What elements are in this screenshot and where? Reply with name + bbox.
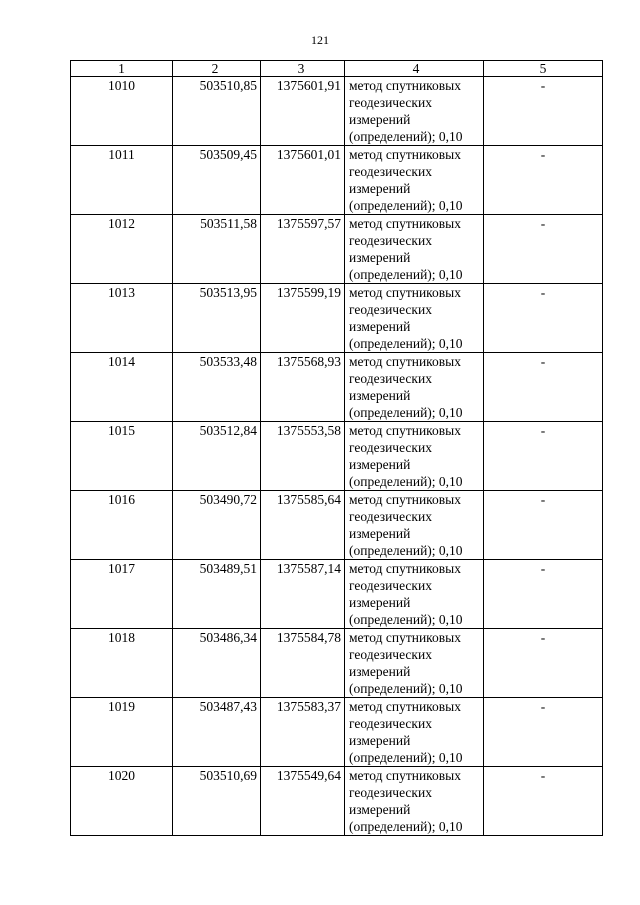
x-coordinate-cell: 503513,95 <box>173 284 261 353</box>
note-cell: - <box>484 77 603 146</box>
method-cell: метод спутниковых геодезических измерений (определений); 0,10 <box>345 215 484 284</box>
method-cell: метод спутниковых геодезических измерений (определений); 0,10 <box>345 767 484 836</box>
note-cell: - <box>484 284 603 353</box>
point-number-cell: 1017 <box>71 560 173 629</box>
x-coordinate-cell: 503511,58 <box>173 215 261 284</box>
point-number-cell: 1014 <box>71 353 173 422</box>
method-cell: метод спутниковых геодезических измерений (определений); 0,10 <box>345 560 484 629</box>
x-coordinate-cell: 503510,85 <box>173 77 261 146</box>
table-row <box>71 698 603 767</box>
table-row <box>71 215 603 284</box>
method-cell: метод спутниковых геодезических измерений (определений); 0,10 <box>345 422 484 491</box>
x-coordinate-cell: 503487,43 <box>173 698 261 767</box>
method-cell: метод спутниковых геодезических измерений (определений); 0,10 <box>345 629 484 698</box>
y-coordinate-cell: 1375599,19 <box>261 284 345 353</box>
column-header-3: 3 <box>261 61 345 77</box>
y-coordinate-cell: 1375549,64 <box>261 767 345 836</box>
x-coordinate-cell: 503510,69 <box>173 767 261 836</box>
method-cell: метод спутниковых геодезических измерений (определений); 0,10 <box>345 353 484 422</box>
x-coordinate-cell: 503486,34 <box>173 629 261 698</box>
coordinates-table <box>70 60 603 836</box>
table-row <box>71 353 603 422</box>
point-number-cell: 1015 <box>71 422 173 491</box>
point-number-cell: 1018 <box>71 629 173 698</box>
y-coordinate-cell: 1375553,58 <box>261 422 345 491</box>
method-cell: метод спутниковых геодезических измерений (определений); 0,10 <box>345 146 484 215</box>
column-header-2: 2 <box>173 61 261 77</box>
note-cell: - <box>484 353 603 422</box>
y-coordinate-cell: 1375568,93 <box>261 353 345 422</box>
point-number-cell: 1019 <box>71 698 173 767</box>
x-coordinate-cell: 503533,48 <box>173 353 261 422</box>
column-header-1: 1 <box>71 61 173 77</box>
note-cell: - <box>484 146 603 215</box>
x-coordinate-cell: 503512,84 <box>173 422 261 491</box>
note-cell: - <box>484 215 603 284</box>
table-row <box>71 560 603 629</box>
table-row <box>71 491 603 560</box>
table-row <box>71 767 603 836</box>
point-number-cell: 1016 <box>71 491 173 560</box>
y-coordinate-cell: 1375585,64 <box>261 491 345 560</box>
note-cell: - <box>484 491 603 560</box>
y-coordinate-cell: 1375597,57 <box>261 215 345 284</box>
table-row <box>71 284 603 353</box>
note-cell: - <box>484 698 603 767</box>
method-cell: метод спутниковых геодезических измерений (определений); 0,10 <box>345 284 484 353</box>
x-coordinate-cell: 503509,45 <box>173 146 261 215</box>
point-number-cell: 1010 <box>71 77 173 146</box>
y-coordinate-cell: 1375601,01 <box>261 146 345 215</box>
note-cell: - <box>484 629 603 698</box>
method-cell: метод спутниковых геодезических измерений (определений); 0,10 <box>345 698 484 767</box>
note-cell: - <box>484 767 603 836</box>
point-number-cell: 1011 <box>71 146 173 215</box>
page-number: 121 <box>311 33 329 47</box>
y-coordinate-cell: 1375587,14 <box>261 560 345 629</box>
point-number-cell: 1020 <box>71 767 173 836</box>
table-header-row <box>71 61 603 77</box>
table-row <box>71 422 603 491</box>
point-number-cell: 1013 <box>71 284 173 353</box>
x-coordinate-cell: 503490,72 <box>173 491 261 560</box>
point-number-cell: 1012 <box>71 215 173 284</box>
y-coordinate-cell: 1375584,78 <box>261 629 345 698</box>
column-header-4: 4 <box>345 61 484 77</box>
x-coordinate-cell: 503489,51 <box>173 560 261 629</box>
note-cell: - <box>484 422 603 491</box>
y-coordinate-cell: 1375601,91 <box>261 77 345 146</box>
method-cell: метод спутниковых геодезических измерений (определений); 0,10 <box>345 491 484 560</box>
table-body <box>71 77 603 836</box>
note-cell: - <box>484 560 603 629</box>
table-row <box>71 146 603 215</box>
table-row <box>71 629 603 698</box>
method-cell: метод спутниковых геодезических измерений (определений); 0,10 <box>345 77 484 146</box>
table-row <box>71 77 603 146</box>
y-coordinate-cell: 1375583,37 <box>261 698 345 767</box>
column-header-5: 5 <box>484 61 603 77</box>
